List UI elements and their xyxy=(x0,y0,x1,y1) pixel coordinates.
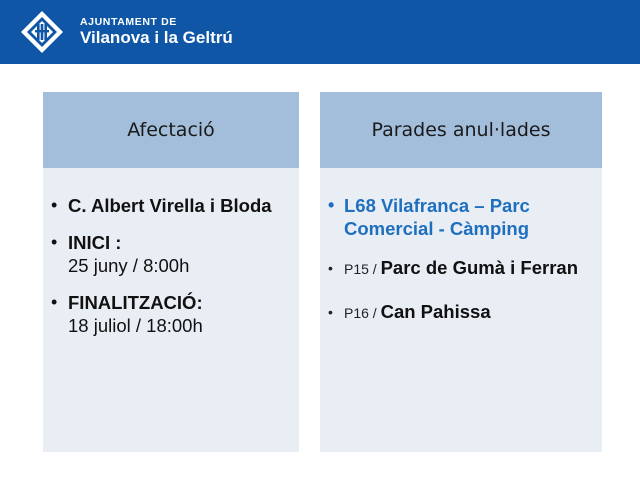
end-label: FINALITZACIÓ: xyxy=(68,292,203,313)
org-name-line2: Vilanova i la Geltrú xyxy=(80,28,233,47)
start-value: 25 juny / 8:00h xyxy=(68,255,190,276)
affectation-list xyxy=(43,194,299,337)
end-value: 18 juliol / 18:00h xyxy=(68,315,203,336)
list-item-stop xyxy=(320,256,602,282)
list-item-start xyxy=(43,231,299,277)
site-header xyxy=(0,0,640,64)
stop-code: P16 / xyxy=(344,305,381,321)
list-item-end xyxy=(43,291,299,337)
municipal-shield-icon xyxy=(20,10,64,54)
affectation-panel-title: Afectació xyxy=(43,92,299,168)
start-label: INICI : xyxy=(68,232,122,253)
street-name: C. Albert Virella i Bloda xyxy=(68,195,272,216)
list-item-stop xyxy=(320,300,602,326)
cancelled-stops-panel xyxy=(320,92,602,452)
route-name: • L68 Vilafranca – Parc Comercial - Càmping xyxy=(320,194,602,240)
stop-name: Parc de Gumà i Ferran xyxy=(380,257,579,278)
list-item-street xyxy=(43,194,299,217)
cancelled-stops-panel-title: Parades anul·lades xyxy=(320,92,602,168)
cancelled-stops-list xyxy=(320,194,602,326)
org-name-line1: AJUNTAMENT DE xyxy=(80,16,177,28)
stop-name: Can Pahissa xyxy=(380,301,491,322)
stop-code: P15 / xyxy=(344,261,381,277)
affectation-panel xyxy=(43,92,299,452)
